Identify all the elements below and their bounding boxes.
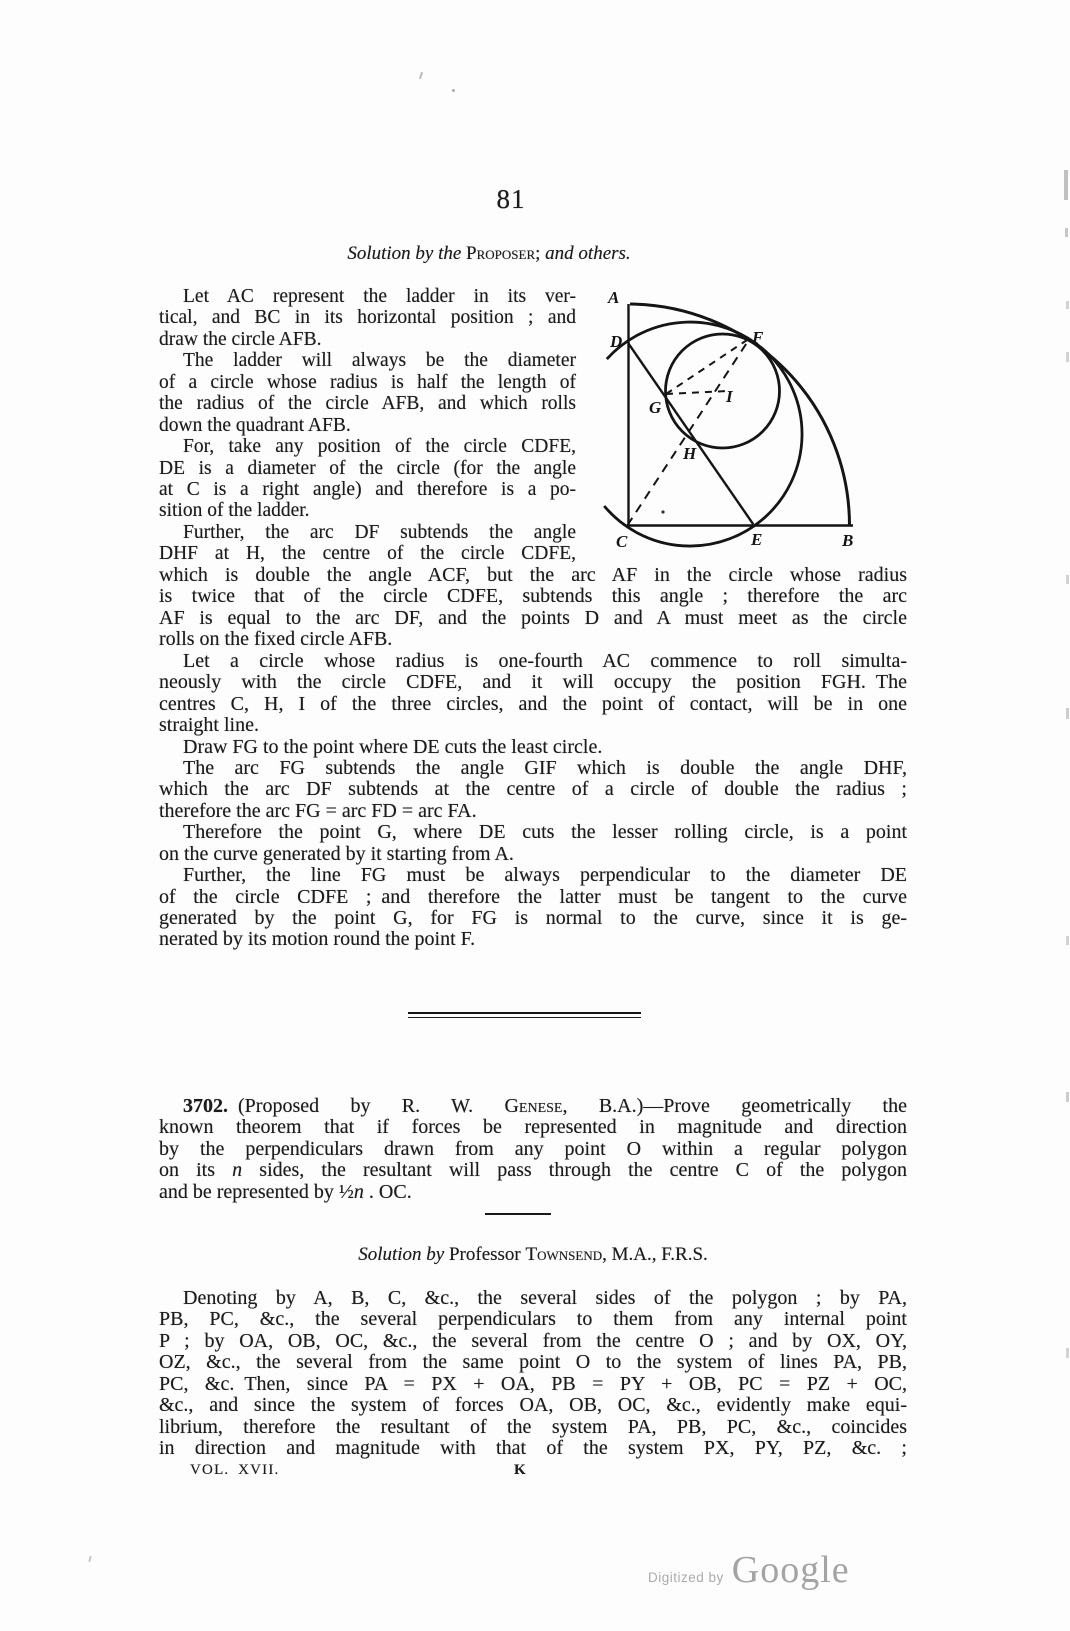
text-line: For, take any position of the circle CDFE,: [183, 436, 576, 458]
label-I: I: [726, 387, 733, 406]
label-E: E: [751, 530, 763, 549]
text-line: known theorem that if forces be represented in magnitude and direction: [159, 1116, 907, 1139]
text-line: Draw FG to the point where DE cuts the least circle.: [183, 735, 603, 758]
scan-artifact: [1066, 301, 1069, 309]
text-line: neously with the circle CDFE, and it will occupy the position FGH. The: [159, 671, 907, 694]
text-line: down the quadrant AFB.: [159, 414, 351, 436]
digitized-watermark: [648, 1548, 850, 1592]
digitized-by-text: Digitized by: [648, 1570, 724, 1585]
townsend-text: [159, 1288, 907, 1460]
text-line: 3702. (Proposed by R. W. Genese, B.A.)—Prove geometrically the: [183, 1095, 907, 1117]
label-H: H: [683, 444, 697, 463]
text-line: which the arc DF subtends at the centre of a circle of double the radius ;: [159, 778, 907, 801]
text-line: rolls on the fixed circle AFB.: [159, 628, 393, 651]
text-line: draw the circle AFB.: [159, 328, 322, 350]
scan-artifact: [1066, 575, 1069, 584]
text-line: in direction and magnitude with that of the system PX, PY, PZ, &c. ;: [159, 1437, 907, 1460]
text-line: librium, therefore the resultant of the system PA, PB, PC, &c., coincides: [159, 1415, 907, 1438]
text-line: Therefore the point G, where DE cuts the lesser rolling circle, is a point: [183, 821, 907, 844]
text-line: of the circle CDFE ; and therefore the latter must be tangent to the curve: [159, 885, 907, 908]
label-A: A: [608, 288, 620, 307]
scan-artifact: [419, 72, 423, 79]
label-F: F: [752, 328, 764, 347]
text-line: nerated by its motion round the point F.: [159, 928, 476, 951]
signature-mark: K: [514, 1462, 527, 1478]
scan-artifact: [1065, 228, 1068, 237]
scan-artifact: [1066, 1348, 1069, 1358]
text-line: &c., and since the system of forces OA, OB, OC, &c., evidently make equi-: [159, 1394, 907, 1417]
label-D: D: [610, 332, 623, 351]
text-line: by the perpendiculars drawn from any point O within a regular polygon: [159, 1137, 907, 1160]
text-line: The ladder will always be the diameter: [183, 350, 576, 372]
text-line: The arc FG subtends the angle GIF which is double the angle DHF,: [183, 756, 907, 779]
text-line: DHF at H, the centre of the circle CDFE,: [159, 543, 576, 565]
text-line: Further, the arc DF subtends the angle: [183, 521, 576, 543]
text-line: and be represented by ½n . OC.: [159, 1180, 412, 1203]
scan-artifact: [1064, 170, 1068, 200]
ink-dot: [661, 510, 664, 513]
text-line: tical, and BC in its horizontal position ; and: [159, 307, 576, 329]
text-line: therefore the arc FG = arc FD = arc FA.: [159, 799, 477, 822]
dashed-line-CF: [627, 338, 750, 526]
text-line: centres C, H, I of the three circles, and the point of contact, will be in one: [159, 692, 907, 715]
text-line: is twice that of the circle CDFE, subtends this angle ; therefore the arc: [159, 585, 907, 608]
volume-label: VOL. XVII.: [190, 1462, 280, 1478]
text-line: Solution by the Proposer; and others.: [347, 243, 631, 264]
scan-artifact: [452, 89, 455, 92]
solution-text-wide: [159, 565, 907, 951]
label-B: B: [842, 531, 854, 550]
section-divider: [408, 1012, 641, 1018]
text-line: DE is a diameter of the circle (for the angle: [159, 457, 576, 479]
text-line: Further, the line FG must be always perpendicular to the diameter DE: [183, 864, 907, 887]
dashed-line-GI: [666, 391, 727, 394]
line-DE: [628, 343, 753, 524]
ladder-circle-figure: [568, 276, 880, 556]
google-logo: Google: [731, 1549, 850, 1591]
scan-artifact: [1066, 1092, 1069, 1102]
townsend-heading: [159, 1244, 907, 1266]
text-line: on its n sides, the resultant will pass through the centre C of the polygon: [159, 1159, 907, 1182]
text-line: PC, &c. Then, since PA = PX + OA, PB = PY + OB, PC = PZ + OC,: [159, 1372, 907, 1395]
text-line: OZ, &c., the several from the same point O to the system of lines PA, PB,: [159, 1351, 907, 1374]
scan-artifact: [1066, 352, 1069, 362]
text-line: generated by the point G, for FG is normal to the curve, since it is ge-: [159, 907, 907, 929]
text-line: at C is a right angle) and therefore is a po-: [159, 478, 576, 500]
solution-text-narrow: [159, 286, 576, 565]
page-number: 81: [496, 184, 526, 214]
text-line: on the curve generated by it starting from A.: [159, 842, 514, 865]
text-line: Denoting by A, B, C, &c., the several sides of the polygon ; by PA,: [183, 1287, 907, 1309]
text-line: of a circle whose radius is half the length of: [159, 371, 576, 393]
scan-artifact: [1066, 708, 1069, 719]
text-line: straight line.: [159, 714, 259, 737]
scan-artifact: [1066, 936, 1069, 945]
scan-artifact: [88, 1556, 91, 1562]
text-line: sition of the ladder.: [159, 500, 310, 522]
text-line: Let AC represent the ladder in its ver-: [183, 286, 576, 307]
text-line: which is double the angle ACF, but the arc AF in the circle whose radius: [159, 564, 907, 586]
text-line: P ; by OA, OB, OC, &c., the several from the centre O ; and by OX, OY,: [159, 1329, 907, 1352]
problem-3702: [159, 1096, 907, 1203]
text-line: AF is equal to the arc DF, and the points D and A must meet as the circle: [159, 606, 907, 629]
solution-heading: [159, 243, 819, 265]
text-line: Solution by Professor Townsend, M.A., F.R.S.: [358, 1244, 708, 1265]
text-line: the radius of the circle AFB, and which rolls: [159, 393, 576, 415]
label-C: C: [616, 532, 628, 551]
text-line: Let a circle whose radius is one-fourth AC commence to roll simulta-: [183, 649, 907, 672]
label-G: G: [649, 398, 662, 417]
text-line: PB, PC, &c., the several perpendiculars to them from any internal point: [159, 1308, 907, 1331]
dashed-line-GF: [666, 338, 750, 394]
short-rule: [485, 1213, 551, 1215]
